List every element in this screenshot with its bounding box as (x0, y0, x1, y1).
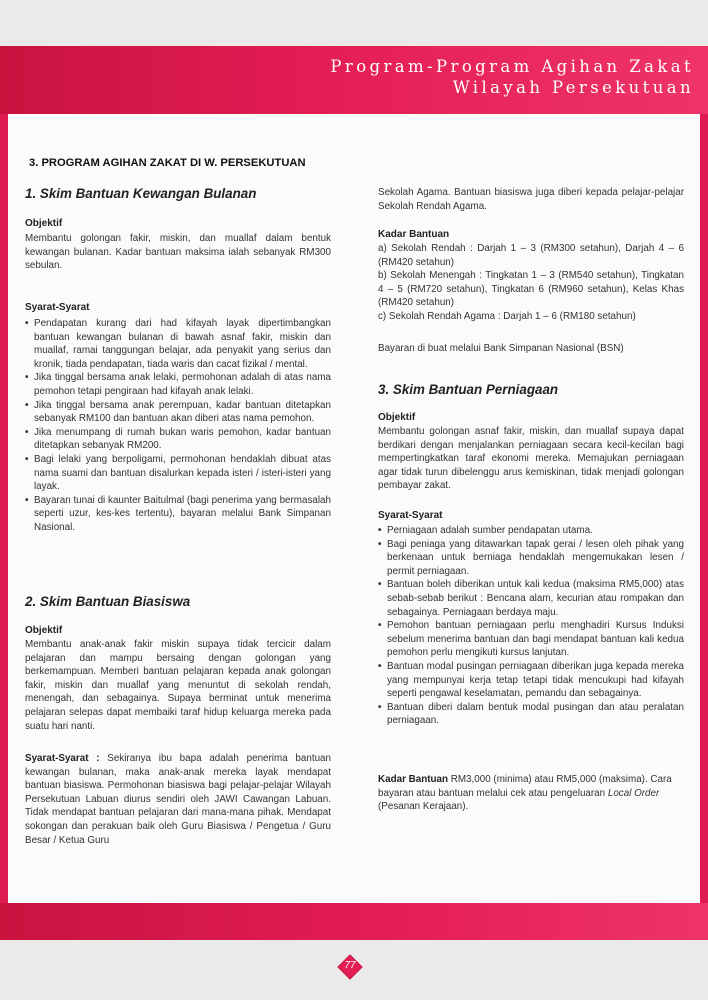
left-border (0, 114, 8, 904)
bullet-icon: • (378, 579, 382, 591)
page-content (8, 114, 700, 903)
list-item: • Bantuan modal pusingan perniagaan diberikan juga kepada mereka yang mempunyai kerja tetap tetapi tidak mencukupi had kifayah seperti pengawal keselamatan, pemandu dan sebagainya. (378, 660, 684, 700)
section2-title: 2. Skim Bantuan Biasiswa (25, 594, 191, 609)
section1-objektif-text: Membantu golongan fakir, miskin, dan muallaf dalam bentuk kewangan bulanan. Kadar bantuan maksima ialah sebanyak RM300 sebulan. (25, 233, 331, 272)
list-item: b) Sekolah Menengah : Tingkatan 1 – 3 (RM540 setahun), Tingkatan 4 – 5 (RM720 setahun), Tingkatan 6 (RM960 setahun), Kelas Khas (RM420 setahun) (378, 270, 684, 309)
section2-kadar-label: Kadar Bantuan (378, 229, 450, 240)
header-title (330, 56, 694, 98)
bullet-icon: • (378, 660, 382, 672)
section2-syarat-label: Syarat-Syarat : (25, 753, 100, 764)
bullet-icon: • (25, 494, 29, 506)
list-item: • Perniagaan adalah sumber pendapatan utama. (378, 525, 593, 536)
section2-kadar-list (378, 242, 684, 324)
section1-objektif-label: Objektif (25, 218, 63, 229)
section3-syarat-label: Syarat-Syarat (378, 510, 443, 521)
header-band (0, 46, 708, 114)
list-item: • Pemohon bantuan perniagaan perlu menghadiri Kursus Induksi sebelum menerima bantuan dan bagi mendapat bantuan kali kedua pemohon perlu mengikuti kursus lanjutan. (378, 620, 684, 659)
list-item: • Jika menumpang di rumah bukan waris pemohon, kadar bantuan ditetapkan sebanyak RM200. (25, 426, 331, 452)
bullet-icon: • (378, 525, 382, 536)
section2-bayaran: Bayaran di buat melalui Bank Simpanan Nasional (BSN) (378, 343, 624, 354)
list-item: c) Sekolah Rendah Agama : Darjah 1 – 6 (RM180 setahun) (378, 310, 636, 322)
list-item: • Bagi lelaki yang berpoligami, permohonan hendaklah dibuat atas nama suami dan bantuan disalurkan kepada isteri / isteri-isteri yang layak. (25, 453, 331, 493)
section1-syarat-label: Syarat-Syarat (25, 302, 90, 313)
right-border (700, 114, 708, 904)
section3-objektif-text: Membantu golongan asnaf fakir, miskin, dan muallaf supaya dapat berdikari dengan menjalankan perniagaan secara kecil-kecilan bagi mempertingkatkan taraf ekonomi mereka. Memajukan perniagaan agar tidak turun dibelenggu arus kemiskinan, tidak menjadi golongan pembayar zakat. (378, 426, 684, 492)
bullet-icon: • (25, 372, 29, 384)
page-number: 77 (344, 960, 356, 971)
bullet-icon: • (25, 318, 29, 329)
bullet-icon: • (378, 620, 382, 632)
section3-kadar-paragraph: Kadar Bantuan RM3,000 (minima) atau RM5,000 (maksima). Cara bayaran atau bantuan melalui cek atau pengeluaran Local Order (Pesanan Kerajaan). (378, 774, 672, 813)
section3-kadar-label: Kadar Bantuan (378, 774, 449, 785)
page-heading: 3. PROGRAM AGIHAN ZAKAT DI W. PERSEKUTUAN (29, 157, 306, 169)
bullet-icon: • (25, 399, 29, 411)
bullet-icon: • (25, 453, 29, 465)
list-item: a) Sekolah Rendah : Darjah 1 – 3 (RM300 setahun), Darjah 4 – 6 (RM420 setahun) (378, 243, 684, 268)
page-number-badge (337, 954, 363, 980)
list-item: • Bantuan diberi dalam bentuk modal pusingan dan atau peralatan perniagaan. (378, 701, 684, 727)
section1-syarat-list (25, 317, 331, 535)
section2-objektif-text: Membantu anak-anak fakir miskin supaya tidak tercicir dalam pelajaran dan mampu bersaing dengan golongan yang berkemampuan. Memberi bantuan pelajaran kepada anak golongan fakir, miskin dan muallaf yang menuntut di sekolah rendah, menengah, dan sebagainya. Supaya berminat untuk menerima pelajaran selepas dapat membaiki taraf hidup keluarga mereka pada suatu hari nanti. (25, 639, 331, 732)
footer-band (0, 903, 708, 940)
section3-title: 3. Skim Bantuan Perniagaan (378, 382, 559, 397)
header-title-line2: Wilayah Persekutuan (452, 78, 694, 97)
list-item: • Pendapatan kurang dari had kifayah layak dipertimbangkan bantuan kewangan bulanan di bawah asnaf fakir, miskin dan muallaf, ramai tanggungan belajar, ada penyakit yang serius dan kronik, tiada pendapatan, tiada waris dan cacat fizikal / mental. (25, 318, 331, 370)
list-item: • Jika tinggal bersama anak perempuan, kadar bantuan ditetapkan sebanyak RM100 dan bantuan akan diberi atas nama pemohon. (25, 399, 331, 425)
list-item: • Jika tinggal bersama anak lelaki, permohonan adalah di atas nama pemohon tetapi pengiraan had kifayah anak lelaki. (25, 372, 331, 397)
list-item: • Bagi peniaga yang ditawarkan tapak gerai / lesen oleh pihak yang berkenaan untuk berniaga hendaklah mengemukakan lesen / permit perniagaan. (378, 538, 684, 577)
section3-objektif-label: Objektif (378, 412, 416, 423)
list-item: • Bantuan boleh diberikan untuk kali kedua (maksima RM5,000) atas sebab-sebab berikut : Bencana alam, kecurian atau rompakan dan sebagainya. Perniagaan berdaya maju. (378, 579, 684, 618)
section2-objektif-label: Objektif (25, 625, 63, 636)
list-item: • Bayaran tunai di kaunter Baitulmal (bagi penerima yang bermasalah seperti uzur, kes-kes tertentu), bayaran melalui Bank Simpanan Nasional. (25, 494, 331, 533)
section2-syarat-continued: Sekolah Agama. Bantuan biasiswa juga diberi kepada pelajar-pelajar Sekolah Rendah Agama. (378, 187, 684, 212)
section2-syarat-paragraph: Syarat-Syarat : Sekiranya ibu bapa adalah penerima bantuan kewangan bulanan, maka anak-anak mereka layak mendapat bantuan biasiswa. Permohonan biasiswa bagi pelajar-pelajar Wilayah Persekutuan Labuan diurus sendiri oleh JAWI Cawangan Labuan. Tidak mendapat bantuan pelajaran dari mana-mana pihak. Mendapat sokongan dan perakuan baik oleh Guru Biasiswa / Pengetua / Guru Besar / Ketua Guru (25, 753, 331, 846)
bullet-icon: • (378, 701, 382, 713)
bullet-icon: • (25, 426, 29, 438)
section3-syarat-list (378, 524, 684, 728)
header-title-line1: Program-Program Agihan Zakat (330, 57, 694, 76)
bullet-icon: • (378, 538, 382, 550)
section1-title: 1. Skim Bantuan Kewangan Bulanan (25, 186, 257, 201)
